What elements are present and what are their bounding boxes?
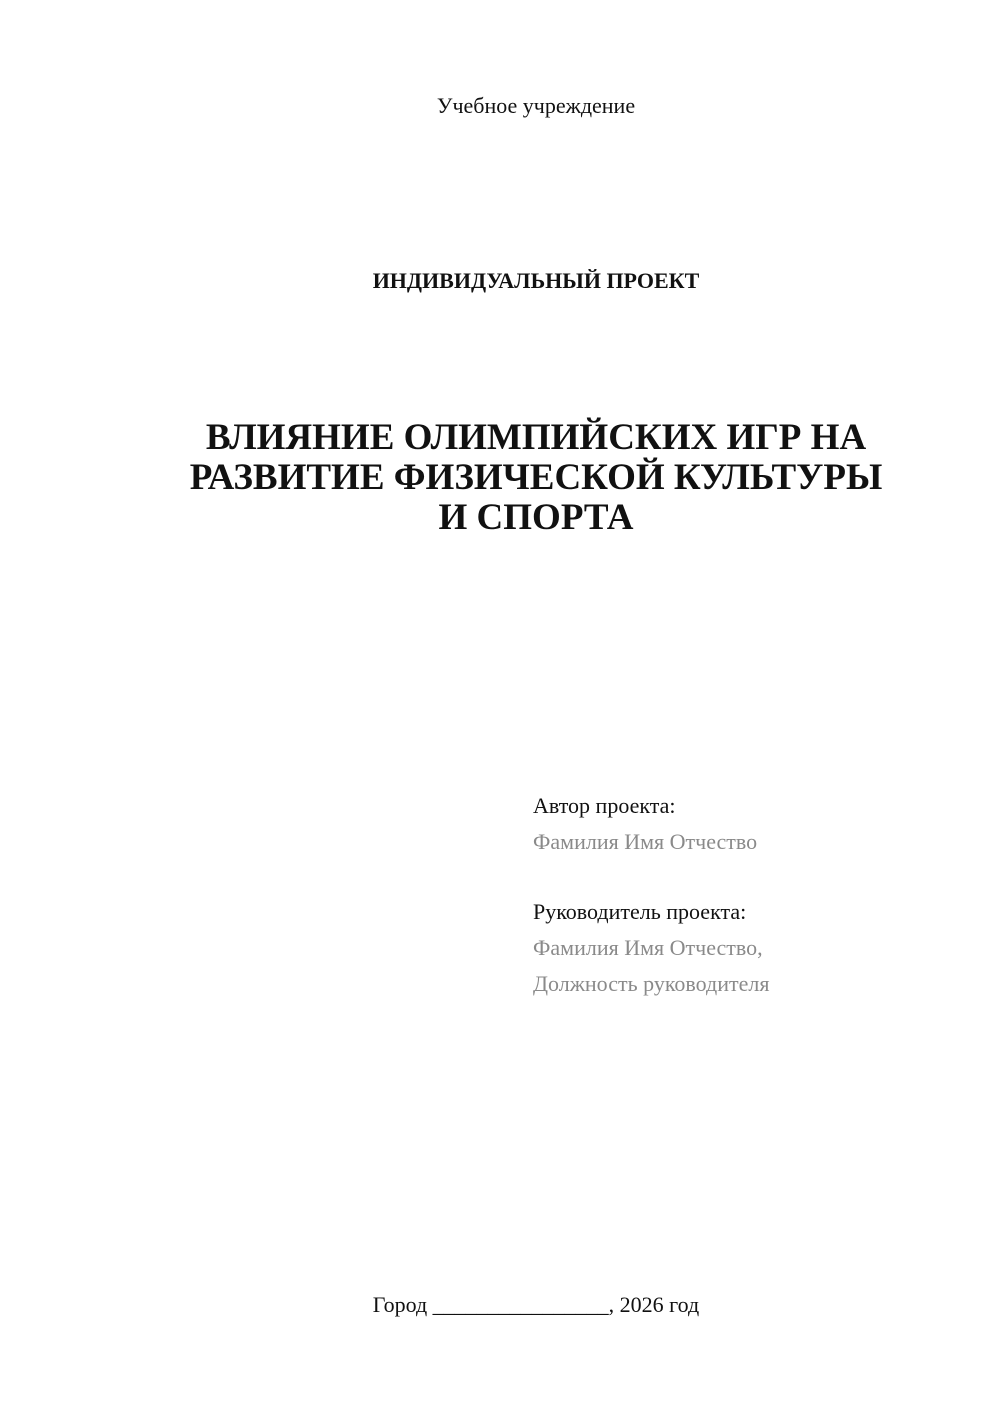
- supervisor-name: Фамилия Имя Отчество,: [533, 935, 763, 960]
- project-title-line: ВЛИЯНИЕ ОЛИМПИЙСКИХ ИГР НА: [205, 417, 867, 458]
- city-year: Город ________________, 2026 год: [372, 1292, 700, 1317]
- project-title-line: И СПОРТА: [438, 497, 634, 538]
- project-title: [0, 418, 1000, 538]
- institution-name: Учебное учреждение: [436, 93, 636, 118]
- project-credits: [533, 788, 973, 1002]
- project-title-line: РАЗВИТИЕ ФИЗИЧЕСКОЙ КУЛЬТУРЫ: [189, 457, 883, 498]
- credits-spacer: [533, 860, 973, 894]
- author-label: Автор проекта:: [533, 793, 676, 818]
- supervisor-label: Руководитель проекта:: [533, 899, 747, 924]
- supervisor-position: Должность руководителя: [533, 971, 770, 996]
- document-type: ИНДИВИДУАЛЬНЫЙ ПРОЕКТ: [372, 268, 700, 293]
- author-name: Фамилия Имя Отчество: [533, 829, 758, 854]
